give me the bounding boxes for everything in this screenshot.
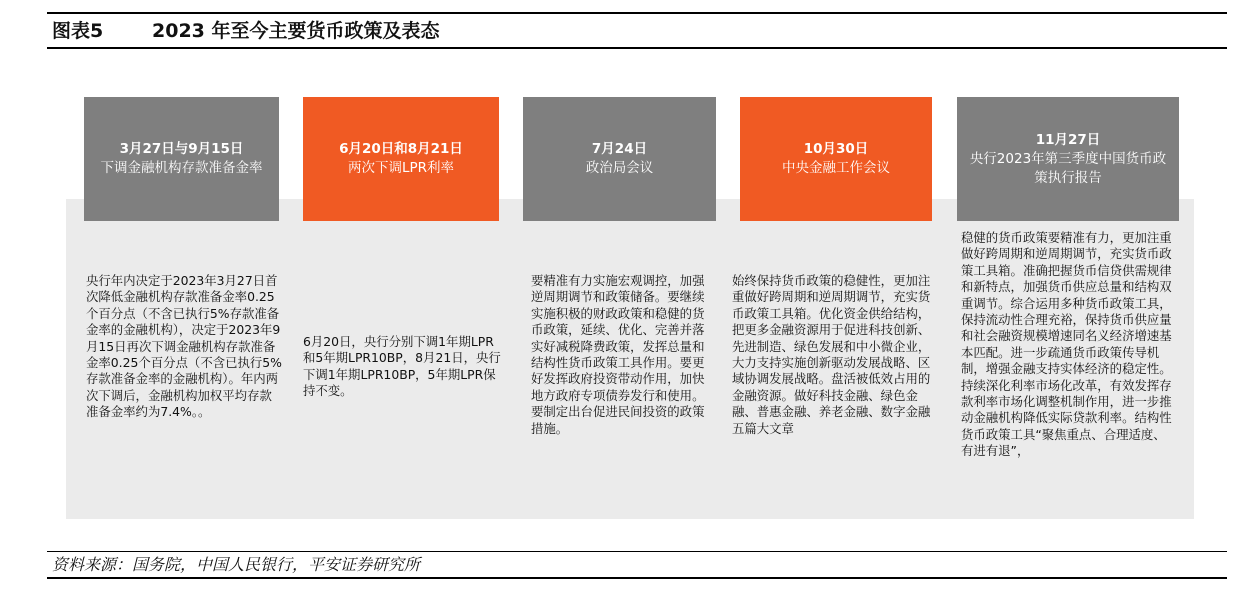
column-header-date: 3月27日与9月15日 [119, 141, 244, 157]
figure-title [52, 16, 440, 46]
column-description-politburo: 要精准有力实施宏观调控，加强逆周期调节和政策储备。要继续实施积极的财政政策和稳健的货币政策，延续、优化、完善并落实好减税降费政策，发挥总量和结构性货币政策工具作用。要更好发挥政府投资带动作用，加快地方政府专项债券发行和使用。要制定出台促进民间投资的政策措施。 [531, 273, 705, 436]
footer-bottom-rule [47, 577, 1227, 579]
column-description-rrr-cut: 央行年内决定于2023年3月27日首次降低金融机构存款准备金率0.25个百分点（不含已执行5%存款准备金率的金融机构），决定于2023年9月15日再次下调金融机构存款准备金率0.25个百分点（不含已执行5%存款准备金率的金融机构）。年内两次下调后，金融机构加权平均存款准备金率约为7.4%。。 [86, 273, 282, 420]
figure-label: 图表5 [52, 20, 104, 42]
top-rule [47, 12, 1227, 14]
column-header-event: 政治局会议 [585, 160, 654, 176]
footer-top-rule [47, 551, 1227, 552]
source-note: 资料来源：国务院，中国人民银行，平安证券研究所 [52, 555, 421, 574]
column-header-event: 央行2023年第三季度中国货币政策执行报告 [969, 150, 1167, 186]
column-header-politburo [523, 97, 716, 221]
column-description-lpr-cut: 6月20日，央行分别下调1年期LPR和5年期LPR10BP，8月21日，央行下调1年期LPR10BP，5年期LPR保持不变。 [303, 334, 501, 399]
column-header-date: 11月27日 [1035, 131, 1101, 148]
title-underline [47, 47, 1227, 49]
column-header-event: 两次下调LPR利率 [347, 160, 455, 176]
column-header-date: 10月30日 [803, 141, 869, 157]
column-header-date: 6月20日和8月21日 [339, 141, 463, 157]
column-header-event: 中央金融工作会议 [782, 160, 890, 176]
column-header-lpr-cut [303, 97, 499, 221]
figure-title-text: 2023 年至今主要货币政策及表态 [152, 20, 440, 42]
column-header-rrr-cut [84, 97, 279, 221]
column-header-pboc-report [957, 97, 1179, 221]
column-header-date: 7月24日 [591, 141, 648, 157]
column-description-financial-conference: 始终保持货币政策的稳健性，更加注重做好跨周期和逆周期调节，充实货币政策工具箱。优化资金供给结构，把更多金融资源用于促进科技创新、先进制造、绿色发展和中小微企业，大力支持实施创新驱动发展战略、区域协调发展战略。盘活被低效占用的金融资源。做好科技金融、绿色金融、普惠金融、养老金融、数字金融五篇大文章 [732, 273, 931, 436]
column-header-event: 下调金融机构存款准备金率 [100, 160, 263, 176]
column-description-pboc-report: 稳健的货币政策要精准有力，更加注重做好跨周期和逆周期调节，充实货币政策工具箱。准确把握货币信贷供需规律和新特点，加强货币供应总量和结构双重调节。综合运用多种货币政策工具，保持流动性合理充裕，保持货币供应量和社会融资规模增速同名义经济增速基本匹配。进一步疏通货币政策传导机制，增强金融支持实体经济的稳定性。持续深化利率市场化改革，有效发挥存款利率市场化调整机制作用，进一步推动金融机构降低实际贷款利率。结构性货币政策工具“聚焦重点、合理适度、有进有退”， [961, 230, 1172, 459]
column-header-financial-conference [740, 97, 932, 221]
